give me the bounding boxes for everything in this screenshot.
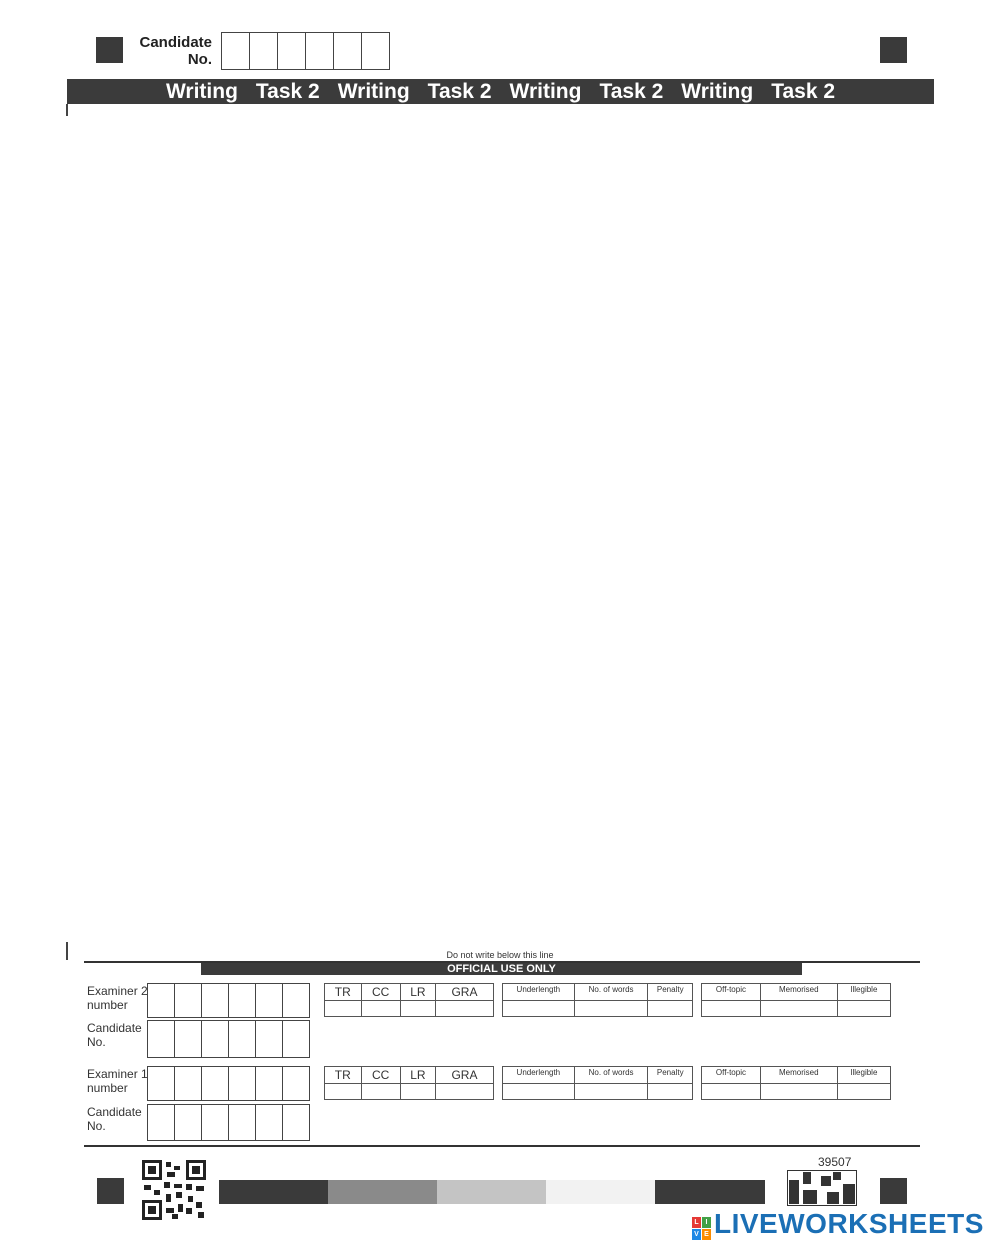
digit-box[interactable] xyxy=(175,1067,202,1100)
examiner2-label xyxy=(87,984,148,1012)
illegible-header: Illegible xyxy=(837,984,890,1001)
score-cell[interactable] xyxy=(325,1084,362,1100)
examiner1-candidate-field[interactable] xyxy=(147,1104,310,1141)
underlength-cell[interactable] xyxy=(503,1001,575,1017)
examiner2-label-line1: Examiner 2 xyxy=(87,984,148,998)
digit-box[interactable] xyxy=(283,1105,309,1140)
digit-box[interactable] xyxy=(148,1067,175,1100)
liveworksheets-badge-icon xyxy=(692,1217,711,1240)
illegible-cell[interactable] xyxy=(837,1084,890,1100)
digit-box[interactable] xyxy=(202,1067,229,1100)
criterion-cc: CC xyxy=(361,984,400,1001)
criterion-lr: LR xyxy=(400,984,435,1001)
banner-item: Writing xyxy=(681,79,754,103)
digit-box[interactable] xyxy=(148,984,175,1017)
digit-box[interactable] xyxy=(175,984,202,1017)
penalty-header: Penalty xyxy=(648,984,693,1001)
calibration-swatch xyxy=(655,1180,765,1204)
examiner1-length-table xyxy=(502,1066,693,1100)
digit-box[interactable] xyxy=(283,984,309,1017)
memorised-cell[interactable] xyxy=(760,1001,837,1017)
underlength-header: Underlength xyxy=(503,1067,575,1084)
candidate-number-field[interactable] xyxy=(221,32,390,70)
memorised-cell[interactable] xyxy=(760,1084,837,1100)
off-topic-header: Off-topic xyxy=(702,984,761,1001)
digit-box[interactable] xyxy=(250,33,278,69)
liveworksheets-watermark xyxy=(692,1208,984,1240)
off-topic-cell[interactable] xyxy=(702,1001,761,1017)
registration-mark-top-right xyxy=(880,37,907,63)
illegible-header: Illegible xyxy=(837,1067,890,1084)
examiner1-number-field[interactable] xyxy=(147,1066,310,1101)
digit-box[interactable] xyxy=(229,1067,256,1100)
criterion-gra: GRA xyxy=(435,1067,493,1084)
off-topic-header: Off-topic xyxy=(702,1067,761,1084)
digit-box[interactable] xyxy=(306,33,334,69)
digit-box[interactable] xyxy=(202,984,229,1017)
examiner1-label-line2: number xyxy=(87,1081,128,1095)
digit-box[interactable] xyxy=(222,33,250,69)
memorised-header: Memorised xyxy=(760,984,837,1001)
digit-box[interactable] xyxy=(283,1067,309,1100)
digit-box[interactable] xyxy=(202,1105,229,1140)
penalty-cell[interactable] xyxy=(648,1084,693,1100)
banner-item: Writing xyxy=(165,79,238,103)
underlength-cell[interactable] xyxy=(503,1084,575,1100)
calibration-swatch xyxy=(546,1180,655,1204)
candidate-label-line2: No. xyxy=(87,1035,106,1049)
criterion-lr: LR xyxy=(400,1067,435,1084)
examiner1-label xyxy=(87,1067,148,1095)
banner-item: Writing xyxy=(509,79,582,103)
digit-box[interactable] xyxy=(148,1021,175,1057)
liveworksheets-logo-text: LIVEWORKSHEETS xyxy=(714,1208,984,1239)
score-cell[interactable] xyxy=(325,1001,362,1017)
digit-box[interactable] xyxy=(256,1105,283,1140)
calibration-swatch xyxy=(219,1180,328,1204)
digit-box[interactable] xyxy=(334,33,362,69)
margin-tick-bottom xyxy=(66,942,68,960)
word-count-header: No. of words xyxy=(574,1067,648,1084)
digit-box[interactable] xyxy=(278,33,306,69)
examiner2-number-field[interactable] xyxy=(147,983,310,1018)
task-banner xyxy=(67,79,934,104)
score-cell[interactable] xyxy=(400,1001,435,1017)
grayscale-calibration-bar xyxy=(219,1180,765,1204)
examiner2-flags-table xyxy=(701,983,891,1017)
data-matrix-code-icon xyxy=(787,1170,857,1206)
registration-mark-bottom-right xyxy=(880,1178,907,1204)
score-cell[interactable] xyxy=(435,1084,493,1100)
margin-tick-top xyxy=(66,104,68,116)
digit-box[interactable] xyxy=(256,1021,283,1057)
candidate-label-line1: Candidate xyxy=(87,1105,142,1119)
examiner1-flags-table xyxy=(701,1066,891,1100)
official-use-banner: OFFICIAL USE ONLY xyxy=(201,963,802,975)
examiner2-length-table xyxy=(502,983,693,1017)
word-count-cell[interactable] xyxy=(574,1084,648,1100)
candidate-label-line2: No. xyxy=(87,1119,106,1133)
digit-box[interactable] xyxy=(229,1105,256,1140)
criterion-gra: GRA xyxy=(435,984,493,1001)
score-cell[interactable] xyxy=(361,1084,400,1100)
digit-box[interactable] xyxy=(362,33,389,69)
do-not-write-notice: Do not write below this line xyxy=(446,950,554,960)
sheet-code: 39507 xyxy=(818,1155,852,1169)
banner-item: Task 2 xyxy=(771,79,836,103)
banner-item: Writing xyxy=(337,79,410,103)
banner-item: Task 2 xyxy=(427,79,492,103)
digit-box[interactable] xyxy=(283,1021,309,1057)
digit-box[interactable] xyxy=(175,1105,202,1140)
illegible-cell[interactable] xyxy=(837,1001,890,1017)
digit-box[interactable] xyxy=(175,1021,202,1057)
registration-mark-top-left xyxy=(96,37,123,63)
banner-item: Task 2 xyxy=(255,79,320,103)
digit-box[interactable] xyxy=(229,984,256,1017)
registration-mark-bottom-left xyxy=(97,1178,124,1204)
score-cell[interactable] xyxy=(435,1001,493,1017)
calibration-swatch xyxy=(437,1180,546,1204)
candidate-label-line1: Candidate xyxy=(139,34,212,51)
badge-letter: E xyxy=(702,1229,711,1240)
score-cell[interactable] xyxy=(361,1001,400,1017)
penalty-cell[interactable] xyxy=(648,1001,693,1017)
off-topic-cell[interactable] xyxy=(702,1084,761,1100)
footer-bottom-rule xyxy=(84,1145,920,1147)
criterion-tr: TR xyxy=(325,984,362,1001)
digit-box[interactable] xyxy=(148,1105,175,1140)
criterion-tr: TR xyxy=(325,1067,362,1084)
badge-letter: V xyxy=(692,1229,701,1240)
writing-area[interactable] xyxy=(84,118,920,938)
digit-box[interactable] xyxy=(202,1021,229,1057)
candidate-label-line2: No. xyxy=(187,51,212,68)
qr-code-icon xyxy=(142,1160,206,1220)
digit-box[interactable] xyxy=(256,984,283,1017)
score-cell[interactable] xyxy=(400,1084,435,1100)
examiner2-criteria-table xyxy=(324,983,494,1017)
banner-item: Task 2 xyxy=(599,79,664,103)
examiner1-criteria-table xyxy=(324,1066,494,1100)
criterion-cc: CC xyxy=(361,1067,400,1084)
word-count-cell[interactable] xyxy=(574,1001,648,1017)
calibration-swatch xyxy=(328,1180,437,1204)
memorised-header: Memorised xyxy=(760,1067,837,1084)
examiner1-label-line1: Examiner 1 xyxy=(87,1067,148,1081)
digit-box[interactable] xyxy=(229,1021,256,1057)
penalty-header: Penalty xyxy=(648,1067,693,1084)
candidate-number-label xyxy=(130,34,212,68)
digit-box[interactable] xyxy=(256,1067,283,1100)
badge-letter: I xyxy=(702,1217,711,1228)
candidate-label-line1: Candidate xyxy=(87,1021,142,1035)
examiner2-candidate-field[interactable] xyxy=(147,1020,310,1058)
word-count-header: No. of words xyxy=(574,984,648,1001)
underlength-header: Underlength xyxy=(503,984,575,1001)
examiner2-label-line2: number xyxy=(87,998,128,1012)
badge-letter: L xyxy=(692,1217,701,1228)
examiner1-candidate-label xyxy=(87,1105,142,1133)
examiner2-candidate-label xyxy=(87,1021,142,1049)
